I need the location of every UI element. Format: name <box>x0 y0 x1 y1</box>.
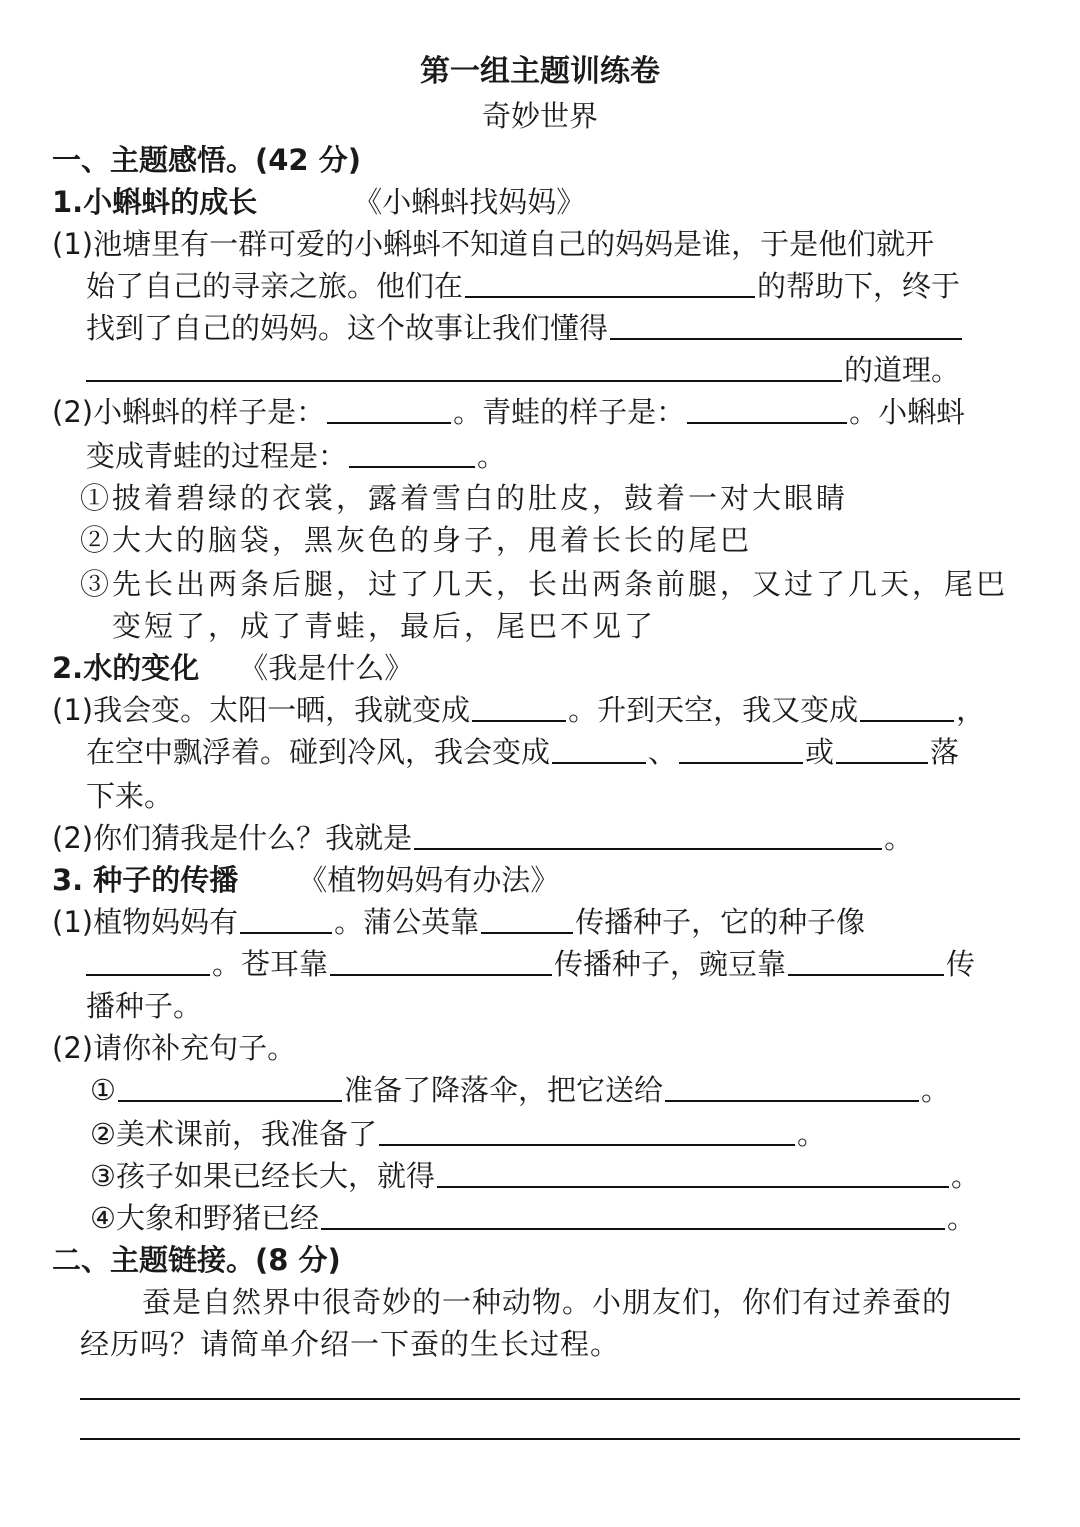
answer-blank[interactable] <box>327 392 451 424</box>
answer-blank[interactable] <box>610 308 962 340</box>
question-2-heading <box>52 648 413 688</box>
q1-2-text-c: 。小蝌蚪 <box>849 395 966 429</box>
q3-2-sentence-2 <box>90 1114 826 1154</box>
q1-2-line-2 <box>86 436 506 476</box>
q3-2-s1-text-a: ① <box>90 1073 116 1107</box>
q1-2-text-d: 变成青蛙的过程是： <box>86 439 348 473</box>
q3-1-text-a: (1)植物妈妈有 <box>52 905 239 939</box>
q1-2-text-b: 。青蛙的样子是： <box>453 395 686 429</box>
q1-2-option-3-cont: 变短了，成了青蛙，最后，尾巴不见了 <box>112 609 657 643</box>
answer-line[interactable] <box>80 1398 1020 1400</box>
q2-1-text-g: 落 <box>930 735 960 769</box>
part2-paragraph-line-2: 经历吗？请简单介绍一下蚕的生长过程。 <box>80 1327 621 1361</box>
q1-2-text-a: (2)小蝌蚪的样子是： <box>52 395 326 429</box>
answer-blank[interactable] <box>321 1198 945 1230</box>
q3-1-text-d: 。苍耳靠 <box>212 947 329 981</box>
answer-blank[interactable] <box>836 732 928 764</box>
answer-blank[interactable] <box>437 1156 949 1188</box>
q1-2-option-2: ②大大的脑袋，黑灰色的身子，甩着长长的尾巴 <box>80 523 753 557</box>
q3-2-sentence-1 <box>90 1070 950 1110</box>
q3-1-line-1 <box>52 902 865 942</box>
q3-2-s3-text-a: ③孩子如果已经长大，就得 <box>90 1159 435 1193</box>
answer-blank[interactable] <box>118 1070 342 1102</box>
q1-1-text-b: 的帮助下，终于 <box>757 269 961 303</box>
q2-1-text-a: (1)我会变。太阳一晒，我就变成 <box>52 693 471 727</box>
q2-1-line-1 <box>52 690 985 730</box>
q1-1-line-4 <box>86 350 960 390</box>
part2-paragraph-line-1: 蚕是自然界中很奇妙的一种动物。小朋友们，你们有过养蚕的 <box>142 1285 953 1319</box>
answer-blank[interactable] <box>86 944 210 976</box>
q3-2-s1-text-b: 准备了降落伞，把它送给 <box>344 1073 664 1107</box>
page-title: 第一组主题训练卷 <box>420 54 660 89</box>
q2-1-text-d: 在空中飘浮着。碰到冷风，我会变成 <box>86 735 551 769</box>
question-2-book-title: 《我是什么》 <box>239 651 414 685</box>
q2-2-line <box>52 818 913 858</box>
q1-2-option-1: ①披着碧绿的衣裳，露着雪白的肚皮，鼓着一对大眼睛 <box>80 481 849 515</box>
answer-blank[interactable] <box>349 436 475 468</box>
answer-blank[interactable] <box>687 392 847 424</box>
q3-1-line-2 <box>86 944 975 984</box>
q3-2-s4-text-b: 。 <box>947 1201 977 1235</box>
answer-blank[interactable] <box>379 1114 795 1146</box>
q1-1-line-2 <box>86 266 960 306</box>
q2-1-text-f: 或 <box>805 735 835 769</box>
q3-1-line-3: 播种子。 <box>86 989 203 1023</box>
answer-blank[interactable] <box>665 1070 919 1102</box>
answer-blank[interactable] <box>481 902 573 934</box>
q3-2-s2-text-a: ②美术课前，我准备了 <box>90 1117 377 1151</box>
question-1-book-title: 《小蝌蚪找妈妈》 <box>353 185 586 219</box>
answer-blank[interactable] <box>240 902 332 934</box>
answer-blank[interactable] <box>330 944 552 976</box>
question-1-heading <box>52 182 585 222</box>
section-heading-2: 二、主题链接。(8 分) <box>52 1243 341 1277</box>
answer-blank[interactable] <box>679 732 803 764</box>
q1-2-line-1 <box>52 392 965 432</box>
q2-1-text-c: ， <box>956 693 986 727</box>
q3-1-text-c: 传播种子，它的种子像 <box>575 905 866 939</box>
page-subtitle: 奇妙世界 <box>481 99 598 133</box>
answer-blank[interactable] <box>860 690 954 722</box>
answer-blank[interactable] <box>414 818 882 850</box>
q3-2-s1-text-c: 。 <box>921 1073 951 1107</box>
answer-blank[interactable] <box>472 690 566 722</box>
section-heading-1: 一、主题感悟。(42 分) <box>52 143 361 177</box>
question-3-title: 3. 种子的传播 <box>52 863 239 897</box>
q1-2-text-e: 。 <box>477 439 507 473</box>
q2-1-text-e: 、 <box>648 735 678 769</box>
answer-blank[interactable] <box>86 350 842 382</box>
q3-2-s2-text-b: 。 <box>797 1117 827 1151</box>
q3-2-s3-text-b: 。 <box>951 1159 981 1193</box>
q3-2-heading: (2)请你补充句子。 <box>52 1031 297 1065</box>
q1-1-text-d: 的道理。 <box>844 353 961 387</box>
q3-2-sentence-4 <box>90 1198 976 1238</box>
q3-1-text-e: 传播种子，豌豆靠 <box>554 947 787 981</box>
q1-2-option-3: ③先长出两条后腿，过了几天，长出两条前腿，又过了几天，尾巴 <box>80 567 1009 601</box>
q1-1-line-1: (1)池塘里有一群可爱的小蝌蚪不知道自己的妈妈是谁，于是他们就开 <box>52 227 935 261</box>
q1-1-text-a: 始了自己的寻亲之旅。他们在 <box>86 269 464 303</box>
q3-1-text-f: 传 <box>946 947 976 981</box>
q2-2-text-a: (2)你们猜我是什么？我就是 <box>52 821 413 855</box>
q3-1-text-b: 。蒲公英靠 <box>334 905 480 939</box>
q2-1-line-3: 下来。 <box>86 779 174 813</box>
q1-1-text-c: 找到了自己的妈妈。这个故事让我们懂得 <box>86 311 609 345</box>
answer-line[interactable] <box>80 1438 1020 1440</box>
q3-2-s4-text-a: ④大象和野猪已经 <box>90 1201 319 1235</box>
question-3-book-title: 《植物妈妈有办法》 <box>298 863 560 897</box>
question-2-title: 2.水的变化 <box>52 651 200 685</box>
q2-1-text-b: 。升到天空，我又变成 <box>568 693 859 727</box>
q2-2-text-b: 。 <box>884 821 914 855</box>
answer-blank[interactable] <box>465 266 755 298</box>
answer-blank[interactable] <box>788 944 944 976</box>
q3-2-sentence-3 <box>90 1156 980 1196</box>
question-3-heading <box>52 860 559 900</box>
answer-blank[interactable] <box>552 732 646 764</box>
q1-1-line-3 <box>86 308 964 348</box>
question-1-title: 1.小蝌蚪的成长 <box>52 185 258 219</box>
q2-1-line-2 <box>86 732 959 772</box>
